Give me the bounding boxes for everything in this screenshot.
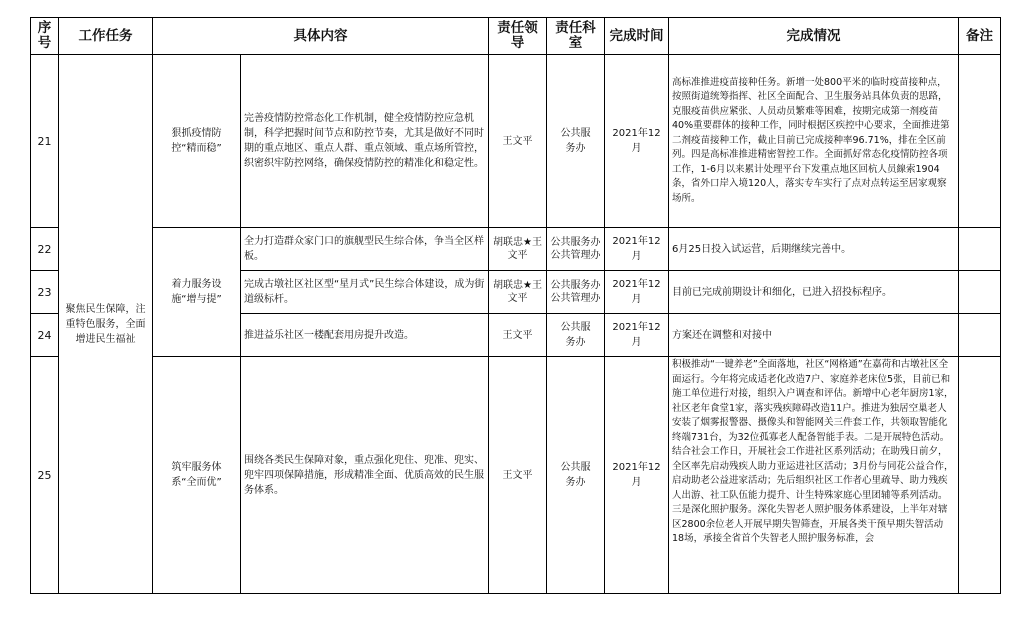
subtask-cell: 着力服务设施“增与提”: [153, 228, 241, 357]
remark-cell: [959, 271, 1001, 314]
content-cell: 完成古墩社区社区型“星月式”民生综合体建设，成为街道级标杆。: [241, 271, 489, 314]
header-seq: 序号: [31, 18, 59, 55]
header-task: 工作任务: [59, 18, 153, 55]
dept-cell: 公共服务办公共管理办: [547, 228, 605, 271]
task-table: [30, 17, 1001, 594]
content-cell: 完善疫情防控常态化工作机制，健全疫情防控应急机制，科学把握时间节点和防控节奏，尤其是做好不同时期的重点地区、重点人群、重点领域、重点场所管控，织密织牢防控网络，确保疫情防控的精准化和稳定性。: [241, 55, 489, 228]
time-cell: 2021年12月: [605, 314, 669, 357]
table-row: [31, 228, 1001, 271]
subtask-cell: 筑牢服务体系“全而优”: [153, 357, 241, 594]
status-cell: 6月25日投入试运营，后期继续完善中。: [669, 228, 959, 271]
leader-cell: 王文平: [489, 314, 547, 357]
dept-cell: 公共服务办: [547, 314, 605, 357]
row-seq: 25: [31, 357, 59, 594]
header-content: 具体内容: [153, 18, 489, 55]
status-cell: 方案还在调整和对接中: [669, 314, 959, 357]
subtask-cell: 狠抓疫情防控“精而稳”: [153, 55, 241, 228]
status-cell: [669, 357, 959, 594]
status-text: 积极推动“一键养老”全面落地，社区“网格通”在嘉荷和古墩社区全面运行。今年将完成适老化改造7户、家庭养老床位5张，目前已和施工单位进行对接，组织入户调查和评估。新增中心老年厨房1家，社区老年食堂1家，落实残疾障碍改造11户。推进为独居空巢老人安装了烟雾报警器、摄像头和智能网关三件套工作，共领取智能化终端731台，为32位孤寡老人配备智能手表。二是开展特色活动。结合社会工作日，开展社会工作进社区系列活动；在助残日前夕，全区率先启动残疾人助力亚运进社区活动；3月份与同花公益合作，启动助老公益进家活动；先后组织社区工作者心里疏导、助力残疾人出游、社工队伍能力提升、计生特殊家庭心里团辅等系列活动。三是深化照护服务。深化失智老人照护服务体系建设，上半年对辖区2800余位老人开展早期失智筛查，开展各类干预早期失智活动18场，承接全省首个失智老人照护服务标准，会: [672, 359, 954, 544]
row-seq: 21: [31, 55, 59, 228]
leader-cell: 胡联忠★王文平: [489, 271, 547, 314]
leader-cell: 王文平: [489, 357, 547, 594]
remark-cell: [959, 357, 1001, 594]
status-cell: 高标准推进疫苗接种任务。新增一处800平米的临时疫苗接种点，按照街道统筹指挥、社区全面配合、卫生服务站具体负责的思路，克服疫苗供应紧张、人员动员繁难等困难，按期完成第一剂疫苗40%重要群体的接种工作，同时根据区疾控中心要求，全面推进第二剂疫苗接种工作，截止目前已完成接种率96.71%，排在全区前列。四是高标准推进精密智控工作。全面抓好常态化疫情防控各项工作，1-6月以来累计处理平台下发重点地区回杭人员線索1904条，省外口岸入境120人，落实专车实行了点对点转运至居家观察场所。: [669, 55, 959, 228]
content-cell: 推进益乐社区一楼配套用房提升改造。: [241, 314, 489, 357]
time-cell: 2021年12月: [605, 55, 669, 228]
table-row: [31, 55, 1001, 228]
header-remark: 备注: [959, 18, 1001, 55]
time-cell: 2021年12月: [605, 357, 669, 594]
row-seq: 22: [31, 228, 59, 271]
header-dept: 责任科室: [547, 18, 605, 55]
header-time: 完成时间: [605, 18, 669, 55]
header-leader: 责任领导: [489, 18, 547, 55]
header-status: 完成情况: [669, 18, 959, 55]
table-row: [31, 357, 1001, 594]
leader-cell: 王文平: [489, 55, 547, 228]
leader-cell: 胡联忠★王文平: [489, 228, 547, 271]
dept-cell: 公共服务办: [547, 55, 605, 228]
content-cell: 全力打造群众家门口的旗舰型民生综合体，争当全区样板。: [241, 228, 489, 271]
task-group-cell: 聚焦民生保障，注重特色服务，全面增进民生福祉: [59, 55, 153, 594]
row-seq: 23: [31, 271, 59, 314]
time-cell: 2021年12月: [605, 228, 669, 271]
remark-cell: [959, 228, 1001, 271]
row-seq: 24: [31, 314, 59, 357]
header-row: [31, 18, 1001, 55]
time-cell: 2021年12月: [605, 271, 669, 314]
remark-cell: [959, 314, 1001, 357]
content-cell: 围绕各类民生保障对象，重点强化兜住、兜准、兜实、兜牢四项保障措施，形成精准全面、优质高效的民生服务体系。: [241, 357, 489, 594]
remark-cell: [959, 55, 1001, 228]
dept-cell: 公共服务办公共管理办: [547, 271, 605, 314]
status-text-clip: [672, 358, 955, 592]
dept-cell: 公共服务办: [547, 357, 605, 594]
status-cell: 目前已完成前期设计和细化，已进入招投标程序。: [669, 271, 959, 314]
